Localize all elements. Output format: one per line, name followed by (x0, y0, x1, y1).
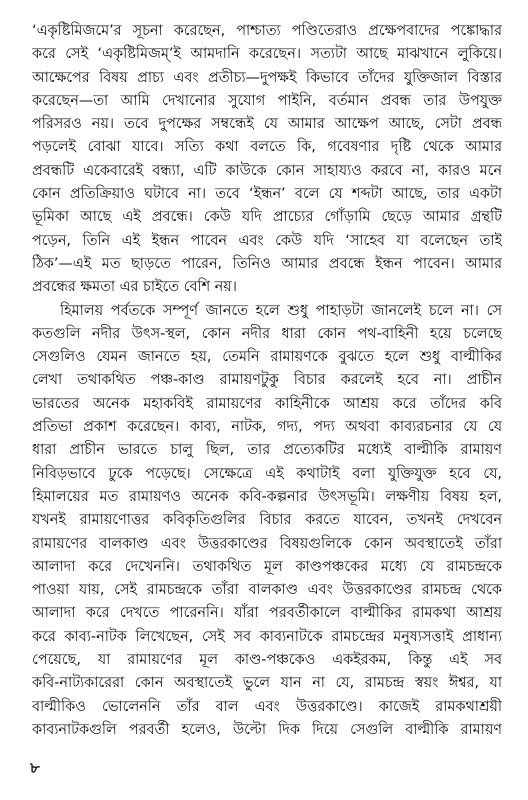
page-number: ৮ (30, 759, 40, 777)
text-line: ধারা প্রাচীন ভারতে চালু ছিল, তার প্রত্যেকটির মধ্যেই বাল্মীকি রামায়ণ (32, 442, 502, 459)
text-line: হিমালয়ের মত রামায়ণও অনেক কবি-কল্পনার উৎসভূমি। লক্ষণীয় বিষয় হল, (32, 488, 502, 505)
text-line: বাল্মীকিও ভোলেননি তাঁর বাল এবং উত্তরকাণ্ডে। কাজেই রামকথাশ্রয়ী (32, 698, 502, 715)
text-line: আক্ষেপের বিষয় প্রাচ্য এবং প্রতীচ্য—দুপক্ষই কিভাবে তাঁদের যুক্তিজাল বিস্তার (32, 69, 502, 86)
text-line: যখনই রামায়ণোত্তর কবিকৃতিগুলির বিচার করতে যাবেন, তখনই দেখবেন (32, 512, 502, 529)
text-line: পেয়েছে, যা রামায়ণের মূল কাণ্ড-পঞ্চকেও একইরকম, কিন্তু এই সব (32, 652, 502, 669)
text-line: আলাদা করে দেখেননি। তথাকথিত মূল কাণ্ডপঞ্চকের মধ্যে যে রামচন্দ্রকে (32, 558, 502, 575)
text-line: প্রবন্ধটি একেবারেই বন্ধ্যা, এটি কাউকে কোন সাহায্যও করবে না, কারও মনে (32, 162, 502, 179)
text-line: ঠিক’—এই মত ছাড়তে পারেন, তিনিও আমার প্রবন্ধে ইন্ধন পাবেন। আমার (32, 255, 502, 272)
paragraph-2 (32, 300, 502, 743)
text-line: ভূমিকা আছে এই প্রবন্ধে। কেউ যদি প্রাচ্যের গোঁড়ামি ছেড়ে আমার গ্রন্থটি (32, 209, 502, 226)
text-line: পাওয়া যায়, সেই রামচন্দ্রকে তাঁরা বালকাণ্ড এবং উত্তরকাণ্ডের রামচন্দ্র থেকে (32, 582, 502, 599)
body-text (32, 20, 502, 742)
paragraph-1 (32, 20, 502, 300)
text-line: করে সেই ‘একৃষ্টিমিজম্’ই আমদানি করেছেন। সত্যটা আছে মাঝখানে লুকিয়ে। (32, 46, 502, 63)
text-line: করে কাব্য-নাটক লিখেছেন, সেই সব কাব্যনাটকে রামচন্দ্রের মনুষ্যসত্তাই প্রাধান্য (32, 628, 502, 645)
text-line: কোন প্রতিক্রিয়াও ঘটাবে না। তবে ‘ইন্ধন’ বলে যে শব্দটা আছে, তার একটা (32, 186, 502, 203)
text-line: পরিসরও নয়। তবে দুপক্ষের সম্বন্ধেই যে আমার আক্ষেপ আছে, সেটা প্রবন্ধ (32, 116, 502, 133)
text-line: ভারতের অনেক মহাকবিই রামায়ণের কাহিনীকে আশ্রয় করে তাঁদের কবি (32, 395, 502, 412)
text-line: কবি-নাট্যকারেরা কোন অবস্থাতেই ভুলে যান না যে, রামচন্দ্র স্বয়ং ঈশ্বর, যা (32, 675, 502, 692)
text-line: ‘একৃষ্টিমিজমে’র সূচনা করেছেন, পাশ্চাত্য পণ্ডিতেরাও প্রক্ষেপবাদের পঙ্কোদ্ধার (32, 23, 502, 39)
text-line: লেখা তথাকথিত পঞ্চ-কাণ্ড রামায়ণটুকু বিচার করলেই হবে না। প্রাচীন (32, 372, 502, 389)
text-line: কাব্যনাটকগুলি পরবর্তী হলেও, উল্টো দিক দিয়ে সেগুলি বাল্মীকি রামায়ণ (32, 721, 502, 738)
text-line: প্রতিভা প্রকাশ করেছেন। কাব্য, নাটক, গদ্য, পদ্য অথবা কাব্যরচনার যে যে (32, 419, 502, 436)
text-line: কতগুলি নদীর উৎস-স্থল, কোন নদীর ধারা কোন পথ-বাহিনী হয়ে চলেছে (32, 325, 502, 342)
text-line: সেগুলিও যেমন জানতে হয়, তেমনি রামায়ণকে বুঝতে হলে শুধু বাল্মীকির (32, 349, 502, 366)
text-line: হিমালয় পর্বতকে সম্পূর্ণ জানতে হলে শুধু পাহাড়টা জানলেই চলে না। সে (60, 302, 502, 319)
text-line: করেছেন—তা আমি দেখানোর সুযোগ পাইনি, বর্তমান প্রবন্ধ তার উপযুক্ত (32, 92, 502, 109)
text-line: আলাদা করে দেখতে পারেননি। যাঁরা পরবর্তীকালে বাল্মীকির রামকথা আশ্রয় (32, 605, 502, 622)
text-line: পড়েন, তিনি এই ইন্ধন পাবেন এবং কেউ যদি ‘সাহেব যা বলেছেন তাই (32, 232, 502, 249)
text-line: পড়লেই বোঝা যাবে। সত্যি কথা বলতে কি, গবেষণার দৃষ্টি থেকে আমার (32, 139, 502, 156)
text-line: প্রবন্ধের ক্ষমতা এর চাইতে বেশি নয়। (32, 279, 237, 296)
text-line: রামায়ণের বালকাণ্ড এবং উত্তরকাণ্ডের বিষয়গুলিকে কোন অবস্থাতেই তাঁরা (32, 535, 502, 552)
text-line: নিবিড়ভাবে ঢুকে পড়েছে। সেক্ষেত্রে এই কথাটাই বলা যুক্তিযুক্ত হবে যে, (32, 465, 502, 482)
